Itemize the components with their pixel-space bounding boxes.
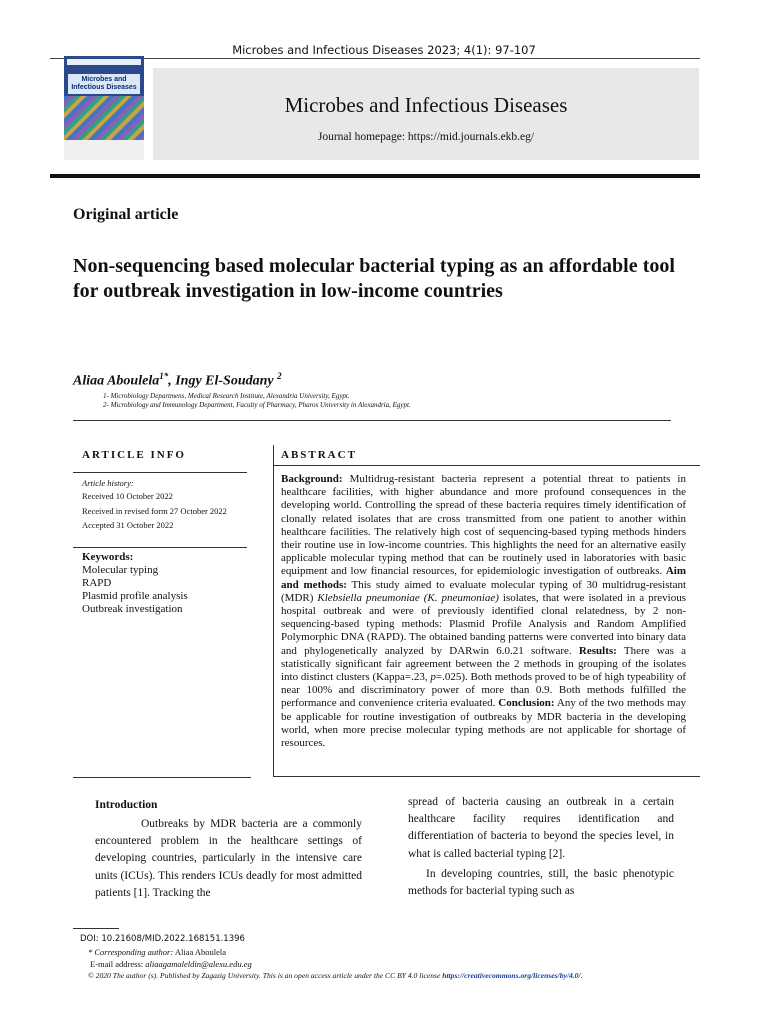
license-link[interactable]: https://creativecommons.org/licenses/by/4.0/: [442, 971, 581, 980]
footnote-rule: [73, 928, 119, 929]
abstract-heading: ABSTRACT: [281, 449, 357, 461]
abstract-body: [281, 473, 686, 750]
abstract-conclusion-text: Any of the two methods may be applicable for routine investigation of outbreaks by MDR bacteria in the developing world, when more precise molecular typing methods are not applicable for shortage of resources.: [281, 697, 686, 750]
author-separator: ,: [168, 373, 176, 389]
journal-title: Microbes and Infectious Diseases: [284, 93, 568, 117]
abstract-top-rule: [273, 465, 700, 466]
abstract-p-symbol: p: [430, 671, 436, 684]
keyword-item: RAPD: [82, 577, 112, 589]
cover-footer: [64, 140, 144, 160]
history-received: Received 10 October 2022: [82, 491, 173, 501]
author-2-affil: 2: [277, 371, 282, 381]
keyword-item: Molecular typing: [82, 564, 159, 576]
affiliation-2: 2- Microbiology and Immunology Department, Faculty of Pharmacy, Pharos University in Alexandria, Egypt.: [103, 401, 411, 409]
abstract-aim-label: Aim and methods:: [281, 565, 686, 591]
corresponding-author: [88, 947, 226, 957]
intro-right-paragraph-2: In developing countries, still, the basic phenotypic methods for bacterial typing such as: [408, 867, 674, 898]
cover-header-strip: [67, 59, 141, 65]
introduction-heading: Introduction: [95, 799, 158, 811]
keyword-item: Plasmid profile analysis: [82, 590, 188, 602]
affiliation-1: 1- Microbiology Departmens, Medical Research Institute, Alexandria University, Egypt.: [103, 392, 350, 400]
email-label: E-mail address:: [90, 959, 144, 969]
author-list: [73, 371, 282, 390]
author-1[interactable]: Aliaa Aboulela: [73, 373, 160, 389]
abstract-results-text-cont: =.025). Both methods proved to be of high typeability of near 100% and discriminatory power of more than 0.9. Both methods fulfilled the performance and convenience criteria evaluated.: [281, 671, 686, 710]
corresponding-name: Aliaa Aboulela: [173, 947, 227, 957]
cover-title-line2: Infectious Diseases: [71, 84, 137, 91]
running-header: Microbes and Infectious Diseases 2023; 4(1): 97-107: [232, 43, 536, 57]
abstract-aim-text-cont: isolates, that were isolated in a previous hospital outbreak and were of previously identified clonal relatedness, by 2 non-sequencing-based typing methods: Plasmid Profile Analysis and Random Amplified Polymorphic DNA (RAPD). The obtained banding patterns were converted into binary data and phylogenetically analyzed by DARwin 6.0.21 software.: [281, 591, 686, 657]
keyword-item: Outbreak investigation: [82, 603, 183, 615]
abstract-conclusion-label: Conclusion:: [498, 697, 555, 710]
journal-homepage[interactable]: Journal homepage: https://mid.journals.ekb.eg/: [317, 131, 535, 143]
article-info-rule: [73, 472, 247, 473]
license-line: [88, 971, 583, 980]
email-address[interactable]: aliaagamaleldin@alexu.edu.eg: [143, 959, 252, 969]
cover-title-line1: Microbes and: [81, 76, 127, 83]
article-info-heading: ARTICLE INFO: [82, 449, 186, 461]
abstract-background-text: Multidrug-resistant bacteria represent a potential threat to patients in healthcare facilities, with higher abundance and more profound consequences in the developing world. Controlling the spread of these bacteria requires timely identification of clonally related isolates that are cross transmitted from one patient to another within healthcare facilities. The relatively high cost of sequencing-based typing methods hinders their routine use in low-income countries. This highlights the need for an alternative easily applicable molecular typing method that can be routinely used in laboratories with basic equipment and low financial resources, for epidemiologic investigation of outbreaks.: [281, 473, 686, 578]
intro-right-paragraph-1: spread of bacteria causing an outbreak in a certain healthcare facility requires identification and differentiation of bacteria to beyond the species level, in what is called bacterial typing [2].: [408, 796, 674, 860]
intro-left-text: Outbreaks by MDR bacteria are a commonly encountered problem in the healthcare settings of developing countries, particularly in the intensive care units (ICUs). This renders ICUs deadly for most admitted patients [1]. Tracking the: [95, 818, 362, 899]
header-rule: [50, 58, 700, 59]
article-type: Original article: [73, 206, 179, 223]
abstract-aim-text: This study aimed to evaluate molecular typing of 30 multidrug-resistant (MDR): [281, 578, 687, 604]
license-end: .: [580, 971, 583, 980]
doi-line: [80, 934, 245, 944]
intro-right-column: [408, 794, 674, 900]
history-label: Article history:: [82, 478, 134, 488]
title-divider: [73, 420, 671, 421]
corresponding-label: * Corresponding author:: [88, 947, 174, 957]
doi-label: DOI:: [80, 934, 99, 944]
abstract-bottom-rule: [273, 776, 700, 777]
cover-artwork: [64, 96, 144, 140]
intro-right-paragraph-2-wrap: [408, 866, 674, 900]
email-line: [90, 959, 252, 969]
journal-cover-image: [64, 56, 144, 160]
history-accepted: Accepted 31 October 2022: [82, 520, 174, 530]
article-info-bottom-rule: [73, 777, 251, 778]
author-2[interactable]: Ingy El-Soudany: [175, 373, 274, 389]
keywords-rule: [73, 547, 247, 548]
cover-title: [68, 74, 140, 94]
article-title: Non-sequencing based molecular bacterial typing as an affordable tool for outbreak investigation in low-income countries: [73, 255, 675, 302]
abstract-results-label: Results:: [578, 644, 617, 657]
abstract-species-name: Klebsiella pneumoniae (K. pneumoniae): [317, 591, 499, 604]
abstract-background-label: Background:: [281, 473, 343, 485]
keywords-label: Keywords:: [82, 551, 134, 563]
abstract-left-border: [273, 445, 274, 777]
header-thick-rule: [50, 174, 700, 178]
author-1-affil: 1*: [159, 371, 169, 381]
history-revised: Received in revised form 27 October 2022: [82, 506, 227, 516]
abstract-results-text: There was a statistically significant fair agreement between the 2 methods in grouping of the isolates into distinct clusters (Kappa=.23,: [281, 644, 687, 684]
intro-left-column: [95, 816, 362, 902]
doi-link[interactable]: 10.21608/MID.2022.168151.1396: [101, 934, 245, 944]
license-text: © 2020 The author (s). Published by Zagazig University. This is an open access article under the CC BY 4.0 license: [88, 971, 443, 980]
